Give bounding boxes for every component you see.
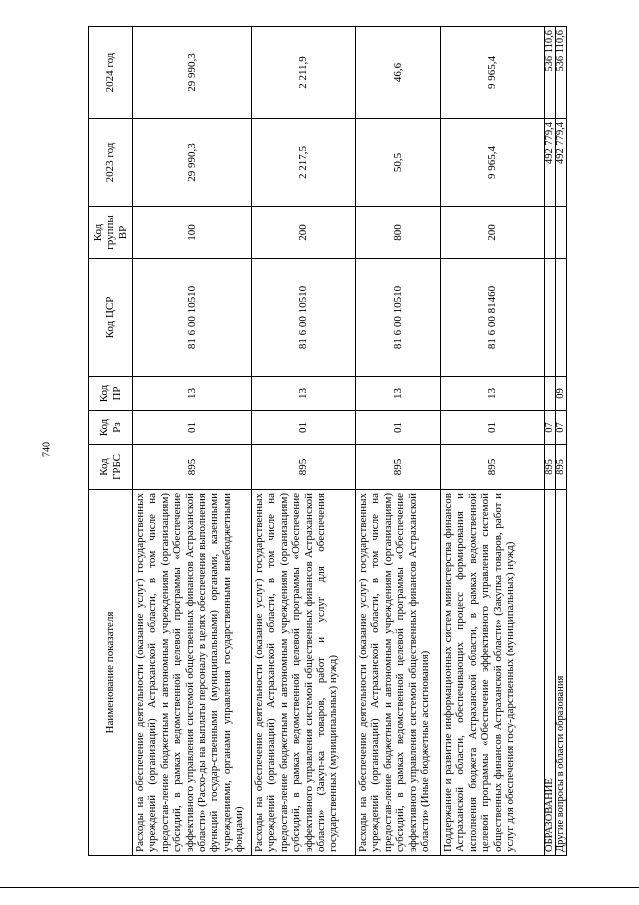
row-csr: 81 6 00 10510 [252, 259, 356, 377]
row-vr: 200 [252, 207, 356, 259]
row-2024: 9 965,4 [441, 27, 545, 119]
header-csr: Код ЦСР [89, 259, 133, 377]
header-name: Наименование показателя [89, 490, 133, 856]
row-csr [556, 259, 567, 377]
rotated-table-container [88, 27, 566, 856]
header-2023: 2023 год [89, 119, 133, 207]
row-grbs: 895 [356, 445, 441, 490]
row-rz: 01 [133, 411, 252, 445]
row-2023: 50,5 [356, 119, 441, 207]
row-grbs: 895 [441, 445, 545, 490]
row-rz: 01 [441, 411, 545, 445]
row-vr [556, 207, 567, 259]
row-name: Расходы на обеспечение деятельности (оказание услуг) государственных учреждений (организаций) Астраханской области, в том числе на предостав-ление бюджетным и автономным учреждениям (организациям) субсидий, в рамках ведомственной целевой программы «Обеспечение эффективного управления системой общественных финансов Астраханской области» (Закуп-ка товаров, работ и услуг для обеспечения государственных (муниципальных) нужд) [252, 490, 356, 856]
row-rz: 07 [556, 411, 567, 445]
page-number: 740 [41, 442, 53, 457]
row-csr [545, 259, 556, 377]
table-row [556, 27, 567, 856]
row-2023: 2 217,5 [252, 119, 356, 207]
row-2023: 29 990,3 [133, 119, 252, 207]
table-row [441, 27, 545, 856]
row-pr [545, 377, 556, 411]
row-pr: 13 [252, 377, 356, 411]
table-header-row [89, 27, 133, 856]
table-row [133, 27, 252, 856]
row-name: ОБРАЗОВАНИЕ [545, 490, 556, 856]
budget-table [88, 26, 567, 856]
row-csr: 81 6 00 10510 [133, 259, 252, 377]
row-name: Поддержание и развитие информационных систем министерства финансов Астраханской области, обеспечивающих процесс формирования и исполнения бюджета Астраханской области, в рамках ведомственной целевой программы «Обеспечение эффективного управления системой общественных финансов Астраханской области» (Закупка товаров, работ и услуг для обеспечения госу-дарственных (муниципальных) нужд) [441, 490, 545, 856]
row-grbs: 895 [556, 445, 567, 490]
table-row [545, 27, 556, 856]
row-csr: 81 6 00 81460 [441, 259, 545, 377]
row-vr [545, 207, 556, 259]
row-2023: 9 965,4 [441, 119, 545, 207]
row-2023: 492 779,4 [556, 119, 567, 207]
row-rz: 01 [356, 411, 441, 445]
row-2024: 2 211,9 [252, 27, 356, 119]
row-2024: 29 990,3 [133, 27, 252, 119]
row-2024: 46,6 [356, 27, 441, 119]
row-vr: 800 [356, 207, 441, 259]
bottom-divider [0, 887, 639, 888]
row-name: Расходы на обеспечение деятельности (оказание услуг) государственных учреждений (организаций) Астраханской области, в том числе на предостав-ление бюджетным и автономным учреждениям (организациям) субсидий, в рамках ведомственной целевой программы «Обеспечение эффективного управления системой общественных финансов Астраханской области» (Расхо-ды на выплаты персоналу в целях обеспечения выполнения функций государ-ственными (муниципальными) органами, казенными учреждениями, органами управления государственными внебюджетными фондами) [133, 490, 252, 856]
row-pr: 09 [556, 377, 567, 411]
row-rz: 01 [252, 411, 356, 445]
row-2024: 536 110,6 [545, 27, 556, 119]
row-pr: 13 [441, 377, 545, 411]
header-2024: 2024 год [89, 27, 133, 119]
row-grbs: 895 [545, 445, 556, 490]
row-vr: 200 [441, 207, 545, 259]
row-2023: 492 779,4 [545, 119, 556, 207]
row-rz: 07 [545, 411, 556, 445]
row-2024: 536 110,6 [556, 27, 567, 119]
header-pr: Код ПР [89, 377, 133, 411]
row-grbs: 895 [133, 445, 252, 490]
row-pr: 13 [133, 377, 252, 411]
row-pr: 13 [356, 377, 441, 411]
header-grbs: Код ГРБС [89, 445, 133, 490]
table-row [252, 27, 356, 856]
row-csr: 81 6 00 10510 [356, 259, 441, 377]
row-grbs: 895 [252, 445, 356, 490]
row-name: Другие вопросы в области образования [556, 490, 567, 856]
row-name: Расходы на обеспечение деятельности (оказание услуг) государственных учреждений (организаций) Астраханской области, в том числе на предостав-ление бюджетным и автономным учреждениям (организациям) субсидий, в рамках ведомственной целевой программы «Обеспечение эффективного управления системой общественных финансов Астраханской области» (Иные бюджетные ассигнования) [356, 490, 441, 856]
header-rz: Код Рз [89, 411, 133, 445]
table-row [356, 27, 441, 856]
header-vr: Код группы ВР [89, 207, 133, 259]
row-vr: 100 [133, 207, 252, 259]
